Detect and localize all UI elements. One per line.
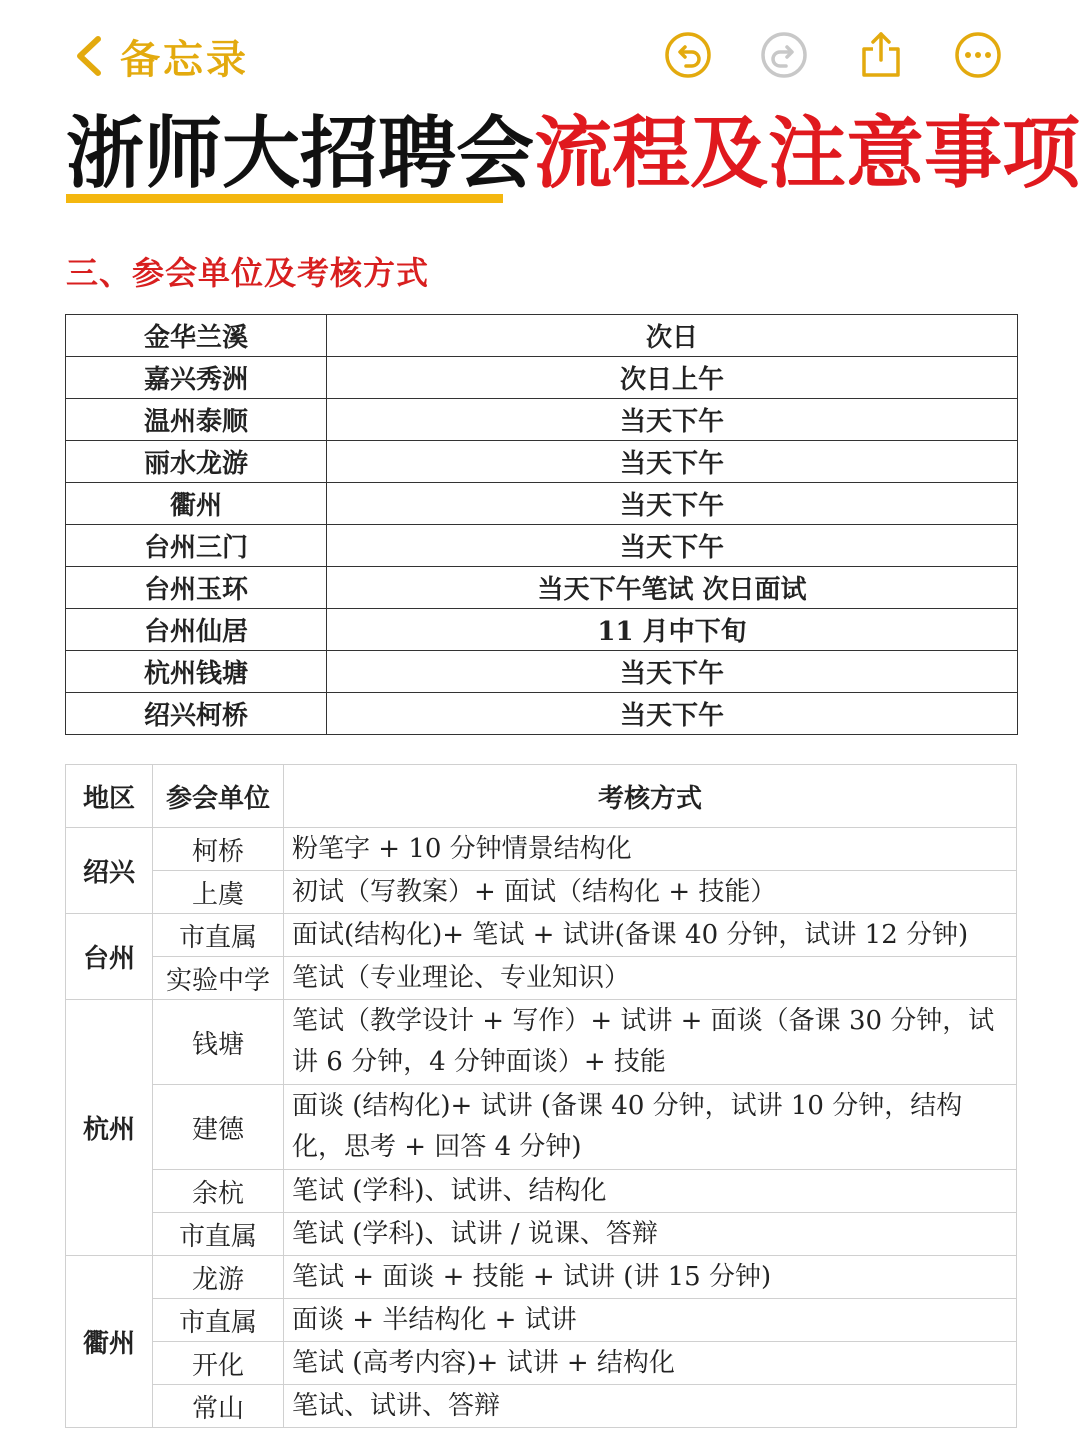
time-cell: 当天下午: [327, 441, 1018, 483]
method-cell: 笔试 (高考内容)+ 试讲 + 结构化: [284, 1342, 1017, 1385]
table-row: [66, 315, 1018, 357]
method-cell: 粉笔字 + 10 分钟情景结构化: [284, 828, 1017, 871]
redo-button[interactable]: [759, 30, 809, 80]
table-row: [66, 567, 1018, 609]
top-toolbar: [0, 0, 1080, 110]
table-row: [66, 1213, 1017, 1256]
unit-cell: 台州仙居: [66, 609, 327, 651]
unit-cell: 上虞: [153, 871, 284, 914]
method-cell: 面谈 + 半结构化 + 试讲: [284, 1299, 1017, 1342]
table-row: [66, 1170, 1017, 1213]
time-cell: 当天下午: [327, 693, 1018, 735]
assessment-header-row: [66, 765, 1017, 828]
title-part-red: 流程及注意事项: [534, 108, 1080, 199]
method-cell: 初试（写教案）+ 面试（结构化 + 技能）: [284, 871, 1017, 914]
table-row: [66, 828, 1017, 871]
region-cell: 绍兴: [66, 828, 153, 914]
method-cell: 笔试 (学科)、试讲、结构化: [284, 1170, 1017, 1213]
table-row: [66, 357, 1018, 399]
table-row: [66, 693, 1018, 735]
title-part-black: 浙师大招聘会: [66, 108, 535, 199]
time-cell: 当天下午笔试 次日面试: [327, 567, 1018, 609]
schedule-table: [65, 314, 1018, 735]
unit-cell: 余杭: [153, 1170, 284, 1213]
region-cell: 台州: [66, 914, 153, 1000]
table-row: [66, 651, 1018, 693]
unit-cell: 金华兰溪: [66, 315, 327, 357]
back-label: 备忘录: [120, 36, 249, 83]
unit-cell: 市直属: [153, 914, 284, 957]
method-cell: 笔试（专业理论、专业知识）: [284, 957, 1017, 1000]
unit-cell: 台州三门: [66, 525, 327, 567]
table-row: [66, 1085, 1017, 1170]
unit-cell: 钱塘: [153, 1000, 284, 1085]
back-button[interactable]: [72, 28, 249, 84]
note-title: [66, 108, 1080, 200]
chevron-left-icon: [72, 33, 106, 79]
table-row: [66, 525, 1018, 567]
time-cell: 当天下午: [327, 525, 1018, 567]
table-row: [66, 1256, 1017, 1299]
method-cell: 笔试（教学设计 + 写作）+ 试讲 + 面谈（备课 30 分钟，试讲 6 分钟，4 分钟面谈）+ 技能: [284, 1000, 1017, 1085]
undo-button[interactable]: [663, 30, 713, 80]
more-button[interactable]: [953, 30, 1003, 80]
region-cell: 杭州: [66, 1000, 153, 1256]
table-row: [66, 483, 1018, 525]
time-cell: 次日: [327, 315, 1018, 357]
unit-cell: 衢州: [66, 483, 327, 525]
method-cell: 面谈 (结构化)+ 试讲 (备课 40 分钟，试讲 10 分钟，结构化，思考 + 回答 4 分钟): [284, 1085, 1017, 1170]
table-row: [66, 1385, 1017, 1428]
unit-cell: 温州泰顺: [66, 399, 327, 441]
region-cell: 衢州: [66, 1256, 153, 1428]
header-unit: 参会单位: [153, 765, 284, 828]
time-cell: 当天下午: [327, 399, 1018, 441]
unit-cell: 建德: [153, 1085, 284, 1170]
table-row: [66, 1000, 1017, 1085]
undo-icon: [663, 30, 713, 80]
unit-cell: 绍兴柯桥: [66, 693, 327, 735]
table-row: [66, 871, 1017, 914]
table-row: [66, 441, 1018, 483]
method-cell: 笔试、试讲、答辩: [284, 1385, 1017, 1428]
time-cell: 当天下午: [327, 483, 1018, 525]
note-title-block: [66, 108, 1080, 208]
more-icon: [953, 30, 1003, 80]
time-cell: 次日上午: [327, 357, 1018, 399]
unit-cell: 丽水龙游: [66, 441, 327, 483]
unit-cell: 龙游: [153, 1256, 284, 1299]
method-cell: 面试(结构化)+ 笔试 + 试讲(备课 40 分钟，试讲 12 分钟): [284, 914, 1017, 957]
unit-cell: 实验中学: [153, 957, 284, 1000]
table-row: [66, 1299, 1017, 1342]
section-heading: 三、参会单位及考核方式: [66, 254, 430, 292]
header-method: 考核方式: [284, 765, 1017, 828]
table-row: [66, 399, 1018, 441]
unit-cell: 嘉兴秀洲: [66, 357, 327, 399]
table-row: [66, 957, 1017, 1000]
unit-cell: 市直属: [153, 1213, 284, 1256]
time-cell: 11 月中下旬: [327, 609, 1018, 651]
method-cell: 笔试 (学科)、试讲 / 说课、答辩: [284, 1213, 1017, 1256]
table-row: [66, 914, 1017, 957]
unit-cell: 台州玉环: [66, 567, 327, 609]
table-row: [66, 1342, 1017, 1385]
assessment-table: [65, 764, 1017, 1428]
unit-cell: 常山: [153, 1385, 284, 1428]
unit-cell: 柯桥: [153, 828, 284, 871]
unit-cell: 开化: [153, 1342, 284, 1385]
method-cell: 笔试 + 面谈 + 技能 + 试讲 (讲 15 分钟): [284, 1256, 1017, 1299]
table-row: [66, 609, 1018, 651]
share-button[interactable]: [856, 30, 906, 80]
unit-cell: 市直属: [153, 1299, 284, 1342]
redo-icon: [759, 30, 809, 80]
share-icon: [856, 30, 906, 80]
unit-cell: 杭州钱塘: [66, 651, 327, 693]
header-region: 地区: [66, 765, 153, 828]
time-cell: 当天下午: [327, 651, 1018, 693]
